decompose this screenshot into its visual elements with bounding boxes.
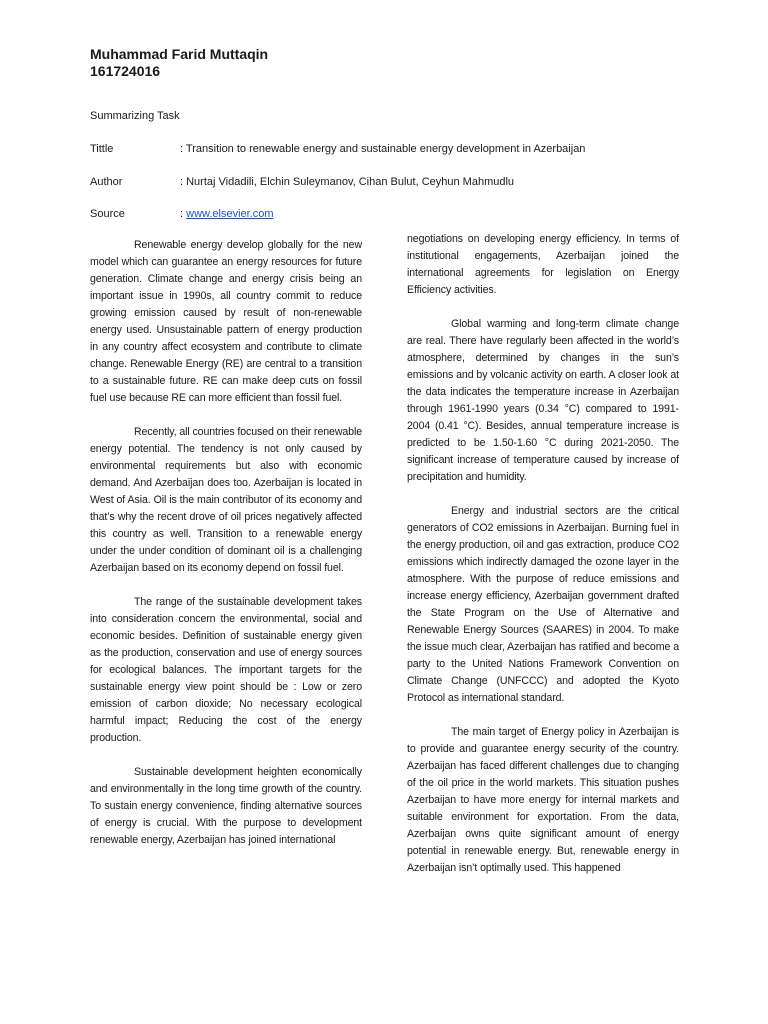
paragraph-global-warming: Global warming and long-term climate change are real. There have regularly been affected in the world’s atmosphere, determined by changes in the sun’s emissions and by volcanic activity on earth. A closer look at the data indicates the temperature increase in Azerbaijan through 1961-1990 years (0.34 °C) compared to 1991-2004 (0.41 °C). Besides, annual temperature increase is predicted to be 1.50-1.60 °C during 2021-2050. The significant increase of temperature caused by increase of precipitation and humidity. bbox=[407, 318, 679, 483]
paragraph-negotiations-continued: negotiations on developing energy efficiency. In terms of institutional engagements, Azerbaijan joined the international agreements for legislation on Energy Efficiency activities. bbox=[407, 233, 679, 296]
paragraph-sustainable-development: Sustainable development heighten economically and environmentally in the long time growth of the country. To sustain energy convenience, finding alternative sources of energy is crucial. With the purpose to development renewable energy, Azerbaijan has joined international bbox=[90, 766, 362, 846]
paragraph-azerbaijan-focus: Recently, all countries focused on their renewable energy potential. The tendency is not only caused by environmental requirements but also with economic demand. And Azerbaijan does too. Azerbaijan is located in West of Asia. Oil is the main contributor of its economy and that’s why the recent drove of oil prices negatively affected this country as well. Transition to a renewable energy under the under condition of dominant oil is a challenging Azerbaijan based on its economy depend on fossil fuel. bbox=[90, 426, 362, 574]
paragraph-sustainable-range: The range of the sustainable development takes into consideration concern the environmental, social and economic besides. Definition of sustainable energy given as the production, conservation and use of energy sources for ecological balances. The important targets for the sustainable energy view point should be : Low or zero emission of carbon dioxide; No necessary ecological harmful impact; Reducing the cost of the energy production. bbox=[90, 596, 362, 744]
left-column bbox=[90, 237, 362, 866]
meta-title-label: Tittle bbox=[90, 143, 114, 155]
meta-source-row bbox=[90, 207, 274, 221]
meta-title-value: : Transition to renewable energy and sustainable energy development in Azerbaijan bbox=[180, 143, 586, 155]
paragraph-energy-policy: The main target of Energy policy in Azerbaijan is to provide and guarantee energy security of the country. Azerbaijan has faced different challenges due to changing of the oil price in the world markets. This situation pushes Azerbaijan to have more energy for internal markets and suitable environment for exportation. From the data, Azerbaijan owns quite significant amount of energy potential in renewable energy. But, renewable energy in Azerbaijan isn’t optimally used. This happened bbox=[407, 726, 679, 874]
meta-source-colon: : bbox=[180, 208, 187, 220]
student-id: 161724016 bbox=[90, 63, 161, 79]
meta-source-label: Source bbox=[90, 208, 125, 220]
meta-title-row bbox=[90, 142, 585, 156]
author-header bbox=[90, 46, 268, 80]
student-name: Muhammad Farid Muttaqin bbox=[90, 46, 269, 62]
paragraph-renewable-intro: Renewable energy develop globally for the new model which can guarantee an energy resources for future generation. Climate change and energy crisis being an important issue in 1990s, all country commit to reduce growing emission caused by result of non-renewable energy used. Unsustainable pattern of energy production in any country affect ecosystem and contribute to climate change. Renewable Energy (RE) are central to a transition to a sustainable future. RE can make deep cuts on fossil fuel use because RE can more efficient than fossil fuel. bbox=[90, 239, 362, 404]
meta-author-label: Author bbox=[90, 176, 123, 188]
source-link[interactable]: www.elsevier.com bbox=[186, 208, 274, 220]
right-column bbox=[407, 231, 679, 894]
task-label: Summarizing Task bbox=[90, 110, 180, 122]
meta-source-value bbox=[180, 207, 274, 221]
meta-author-row bbox=[90, 175, 514, 189]
paragraph-co2-emissions: Energy and industrial sectors are the critical generators of CO2 emissions in Azerbaijan. Burning fuel in the energy production, oil and gas extraction, produce CO2 emissions which indirectly damaged the ozone layer in the atmosphere. With the purpose of reduce emissions and increase energy efficiency, Azerbaijan government drafted the State Program on the Use of Alternative and Renewable Energy Sources (SAARES) in 2004. To make the issue much clear, Azerbaijan has ratified and become a party to the United Nations Framework Convention on Climate Change (UNFCCC) and adopted the Kyoto Protocol as international standard. bbox=[407, 505, 679, 704]
meta-author-value: : Nurtaj Vidadili, Elchin Suleymanov, Cihan Bulut, Ceyhun Mahmudlu bbox=[180, 176, 515, 188]
